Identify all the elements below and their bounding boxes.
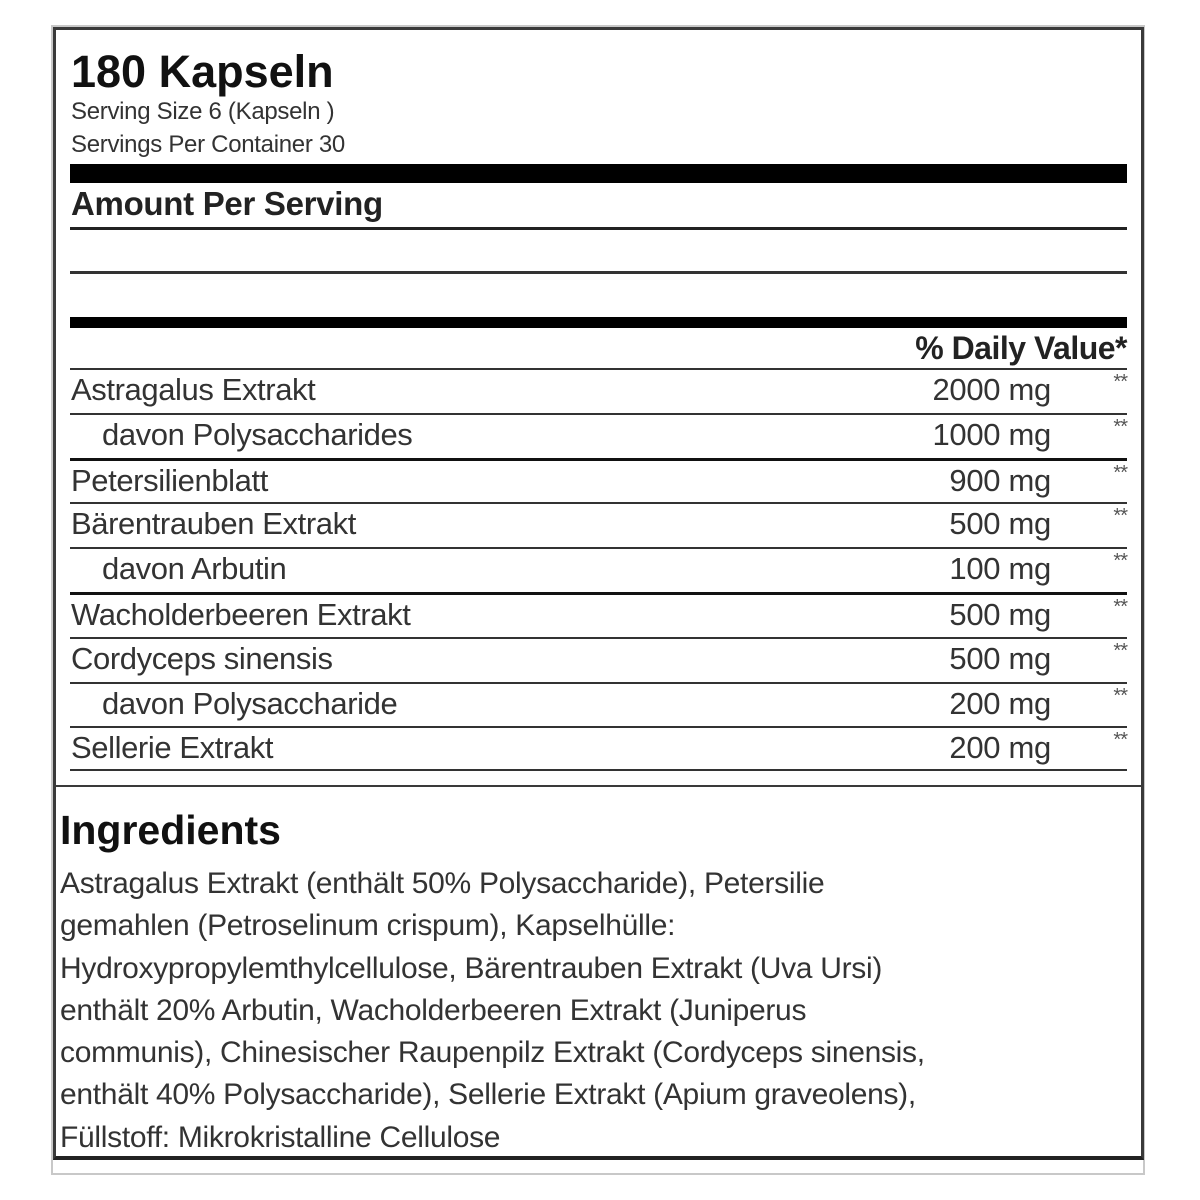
nutrient-name: davon Polysaccharides: [102, 416, 413, 452]
nutrient-amount: 200 mg: [949, 730, 1051, 766]
thick-divider: [70, 317, 1127, 328]
nutrient-name: Petersilienblatt: [71, 462, 268, 498]
nutrient-amount: 500 mg: [949, 506, 1051, 542]
nutrient-daily-value: **: [1113, 595, 1127, 618]
nutrient-daily-value: **: [1113, 684, 1127, 707]
nutrient-row: [70, 547, 1127, 592]
ingredients-line: Füllstoff: Mikrokristalline Cellulose: [60, 1120, 501, 1154]
nutrient-amount: 2000 mg: [932, 372, 1051, 407]
ingredients-heading: Ingredients: [60, 807, 281, 853]
nutrient-amount: 200 mg: [949, 685, 1051, 721]
ingredients-text: [60, 863, 1120, 1159]
ingredients-line: enthält 40% Polysaccharide), Sellerie Extrakt (Apium graveolens),: [60, 1078, 916, 1112]
nutrient-row: [70, 682, 1127, 727]
ingredients-line: Astragalus Extrakt (enthält 50% Polysaccharide), Petersilie: [60, 867, 825, 900]
nutrient-row: [70, 368, 1127, 413]
nutrient-name: Bärentrauben Extrakt: [71, 506, 356, 542]
nutrient-name: Cordyceps sinensis: [71, 640, 333, 676]
nutrient-amount: 1000 mg: [932, 416, 1051, 452]
ingredients-panel: [53, 785, 1144, 1160]
ingredients-line: enthält 20% Arbutin, Wacholderbeeren Extrakt (Juniperus: [60, 993, 807, 1027]
servings-per-container: Servings Per Container 30: [71, 131, 345, 158]
nutrient-name: davon Polysaccharide: [102, 685, 398, 721]
supplement-facts-panel: [53, 27, 1144, 787]
nutrient-name: davon Arbutin: [102, 551, 287, 587]
nutrient-amount: 100 mg: [949, 551, 1051, 587]
nutrient-row: [70, 413, 1127, 458]
product-count-title: 180 Kapseln: [71, 46, 334, 97]
nutrient-row: [70, 502, 1127, 547]
nutrient-name: Astragalus Extrakt: [71, 372, 316, 407]
ingredients-line: communis), Chinesischer Raupenpilz Extrakt (Cordyceps sinensis,: [60, 1036, 925, 1070]
nutrient-daily-value: **: [1113, 415, 1127, 438]
nutrient-amount: 500 mg: [949, 640, 1051, 676]
nutrient-row: [70, 458, 1127, 503]
ingredients-line: Hydroxypropylemthylcellulose, Bärentrauben Extrakt (Uva Ursi): [60, 951, 883, 985]
nutrient-row: [70, 726, 1127, 771]
nutrient-name: Sellerie Extrakt: [71, 730, 274, 766]
nutrient-row: [70, 592, 1127, 637]
nutrient-daily-value: **: [1113, 550, 1127, 573]
amount-per-serving-heading: Amount Per Serving: [71, 185, 383, 222]
daily-value-header: % Daily Value*: [915, 330, 1127, 366]
thick-divider: [70, 164, 1127, 183]
nutrient-name: Wacholderbeeren Extrakt: [71, 596, 411, 632]
nutrient-table: [70, 368, 1127, 771]
nutrient-daily-value: **: [1113, 639, 1127, 662]
nutrient-daily-value: **: [1113, 505, 1127, 528]
nutrient-amount: 900 mg: [949, 462, 1051, 498]
ingredients-line: gemahlen (Petroselinum crispum), Kapselhülle:: [60, 909, 676, 943]
nutrient-daily-value: **: [1113, 461, 1127, 484]
nutrient-amount: 500 mg: [949, 596, 1051, 632]
nutrient-daily-value: **: [1113, 729, 1127, 752]
divider: [70, 227, 1127, 230]
divider: [70, 271, 1127, 274]
nutrient-row: [70, 637, 1127, 682]
nutrient-daily-value: **: [1113, 371, 1127, 393]
serving-size: Serving Size 6 (Kapseln ): [71, 98, 335, 125]
